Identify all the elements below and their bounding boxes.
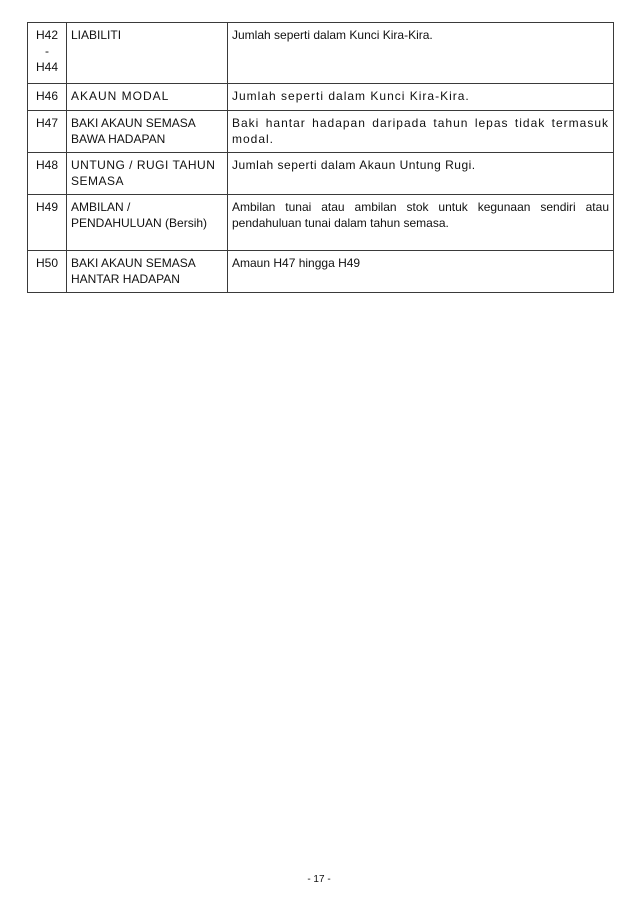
table-row [28,84,614,111]
row-code: H48 [28,153,67,195]
row-description: Jumlah seperti dalam Kunci Kira-Kira. [228,23,614,84]
row-code: H49 [28,195,67,251]
row-description: Jumlah seperti dalam Kunci Kira-Kira. [228,84,614,111]
table-row [28,195,614,251]
row-description: Ambilan tunai atau ambilan stok untuk kegunaan sendiri atau pendahuluan tunai dalam tahun semasa. [228,195,614,251]
row-term: UNTUNG / RUGI TAHUN SEMASA [67,153,228,195]
row-description: Baki hantar hadapan daripada tahun lepas tidak termasuk modal. [228,111,614,153]
row-code-separator: - [45,44,49,58]
table-row [28,153,614,195]
row-term: BAKI AKAUN SEMASA BAWA HADAPAN [67,111,228,153]
glossary-table [27,22,614,293]
row-term: AKAUN MODAL [67,84,228,111]
row-code: H46 [28,84,67,111]
table-row [28,111,614,153]
row-code: H47 [28,111,67,153]
row-code: H50 [28,251,67,293]
row-code: H42 [35,28,58,42]
page-number: - 17 - [307,874,331,885]
row-code: H44 [35,60,58,74]
table-row [28,23,614,84]
row-code-cell [28,23,67,84]
row-description: Jumlah seperti dalam Akaun Untung Rugi. [228,153,614,195]
row-term: LIABILITI [67,23,228,84]
row-term: BAKI AKAUN SEMASA HANTAR HADAPAN [67,251,228,293]
table-row [28,251,614,293]
row-description: Amaun H47 hingga H49 [228,251,614,293]
row-term: AMBILAN / PENDAHULUAN (Bersih) [67,195,228,251]
